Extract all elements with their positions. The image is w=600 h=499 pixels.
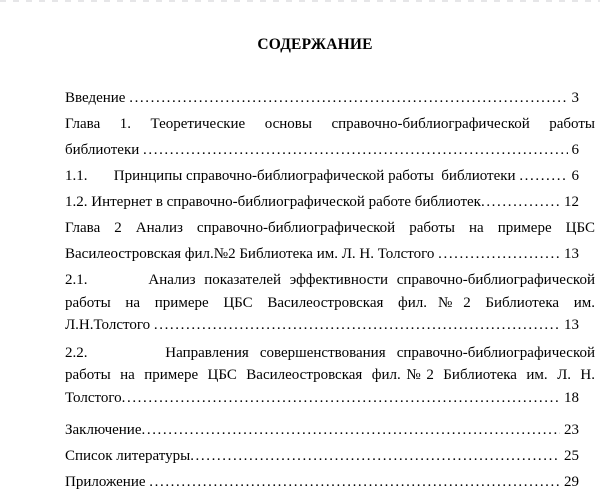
toc-entry-text: Л.Н.Толстого [65,317,154,333]
toc-entry [65,163,595,189]
toc-page-number: 12 [564,194,579,210]
toc-page-number: 6 [571,142,579,158]
dot-leader [142,417,561,443]
toc-entry-text: 1.1. Принципы справочно-библиографической работы библиотеки [65,168,520,184]
toc-line: 2.1. Анализ показателей эффективности справочно-библиографической [65,272,595,288]
toc-page-number: 18 [564,389,579,406]
toc-line: работы на примере ЦБС Василеостровская фил.№2 Библиотека им. [65,294,595,311]
toc-entry-text: 1.2. Интернет в справочно-библиографической работе библиотек [65,194,481,210]
toc-line [65,469,595,495]
toc-entry [65,111,595,163]
page-top-edge [0,0,600,2]
toc-line [65,417,595,443]
toc-entry [65,189,595,215]
toc-line [65,314,595,337]
toc-entry-text: Введение [65,90,130,106]
toc-line: Глава 2 Анализ справочно-библиографической работы на примере ЦБС [65,220,595,236]
toc-entry-text: Толстого [65,389,122,406]
page-title: СОДЕРЖАНИЕ [257,36,373,53]
dot-leader [122,387,560,410]
toc-line: Глава 1. Теоретические основы справочно-библиографической работы [65,116,595,132]
dot-leader [154,314,560,337]
toc-page-number: 29 [564,474,579,490]
toc-entry [65,340,595,413]
dot-leader [481,189,560,215]
toc-line [65,443,595,469]
toc-page-number: 3 [571,90,579,106]
dot-leader [149,469,560,495]
dot-leader [519,163,567,189]
toc-line [65,241,595,267]
toc-entry [65,267,595,340]
toc-entry-text: Приложение [65,474,150,490]
dot-leader [190,443,560,469]
toc-entry [65,443,595,469]
toc-entry-text: Заключение [65,422,142,438]
toc-entry [65,417,595,443]
toc [65,85,595,495]
toc-entry-text: библиотеки [65,142,144,158]
toc-line: работы на примере ЦБС Василеостровская фил.№2 Библиотека им. Л. Н. [65,367,595,383]
toc-entry [65,215,595,267]
toc-page-number: 25 [564,448,579,464]
dot-leader [438,241,560,267]
toc-page-number: 13 [564,246,579,262]
toc-page-number: 13 [564,317,579,333]
toc-entry-text: Список литературы [65,448,191,464]
toc-entry-text: Василеостровская фил.№2 Библиотека им. Л. Н. Толстого [65,246,439,262]
toc-line [65,189,595,215]
toc-entry [65,469,595,495]
toc-line [65,163,595,189]
toc-line [65,85,595,111]
toc-page-number: 6 [571,168,579,184]
toc-line: 2.2. Направления совершенствования справочно-библиографической [65,344,595,361]
dot-leader [129,85,567,111]
dot-leader [143,137,567,163]
toc-line [65,387,595,410]
toc-entry [65,85,595,111]
toc-page-number: 23 [564,422,579,438]
toc-line [65,137,595,163]
